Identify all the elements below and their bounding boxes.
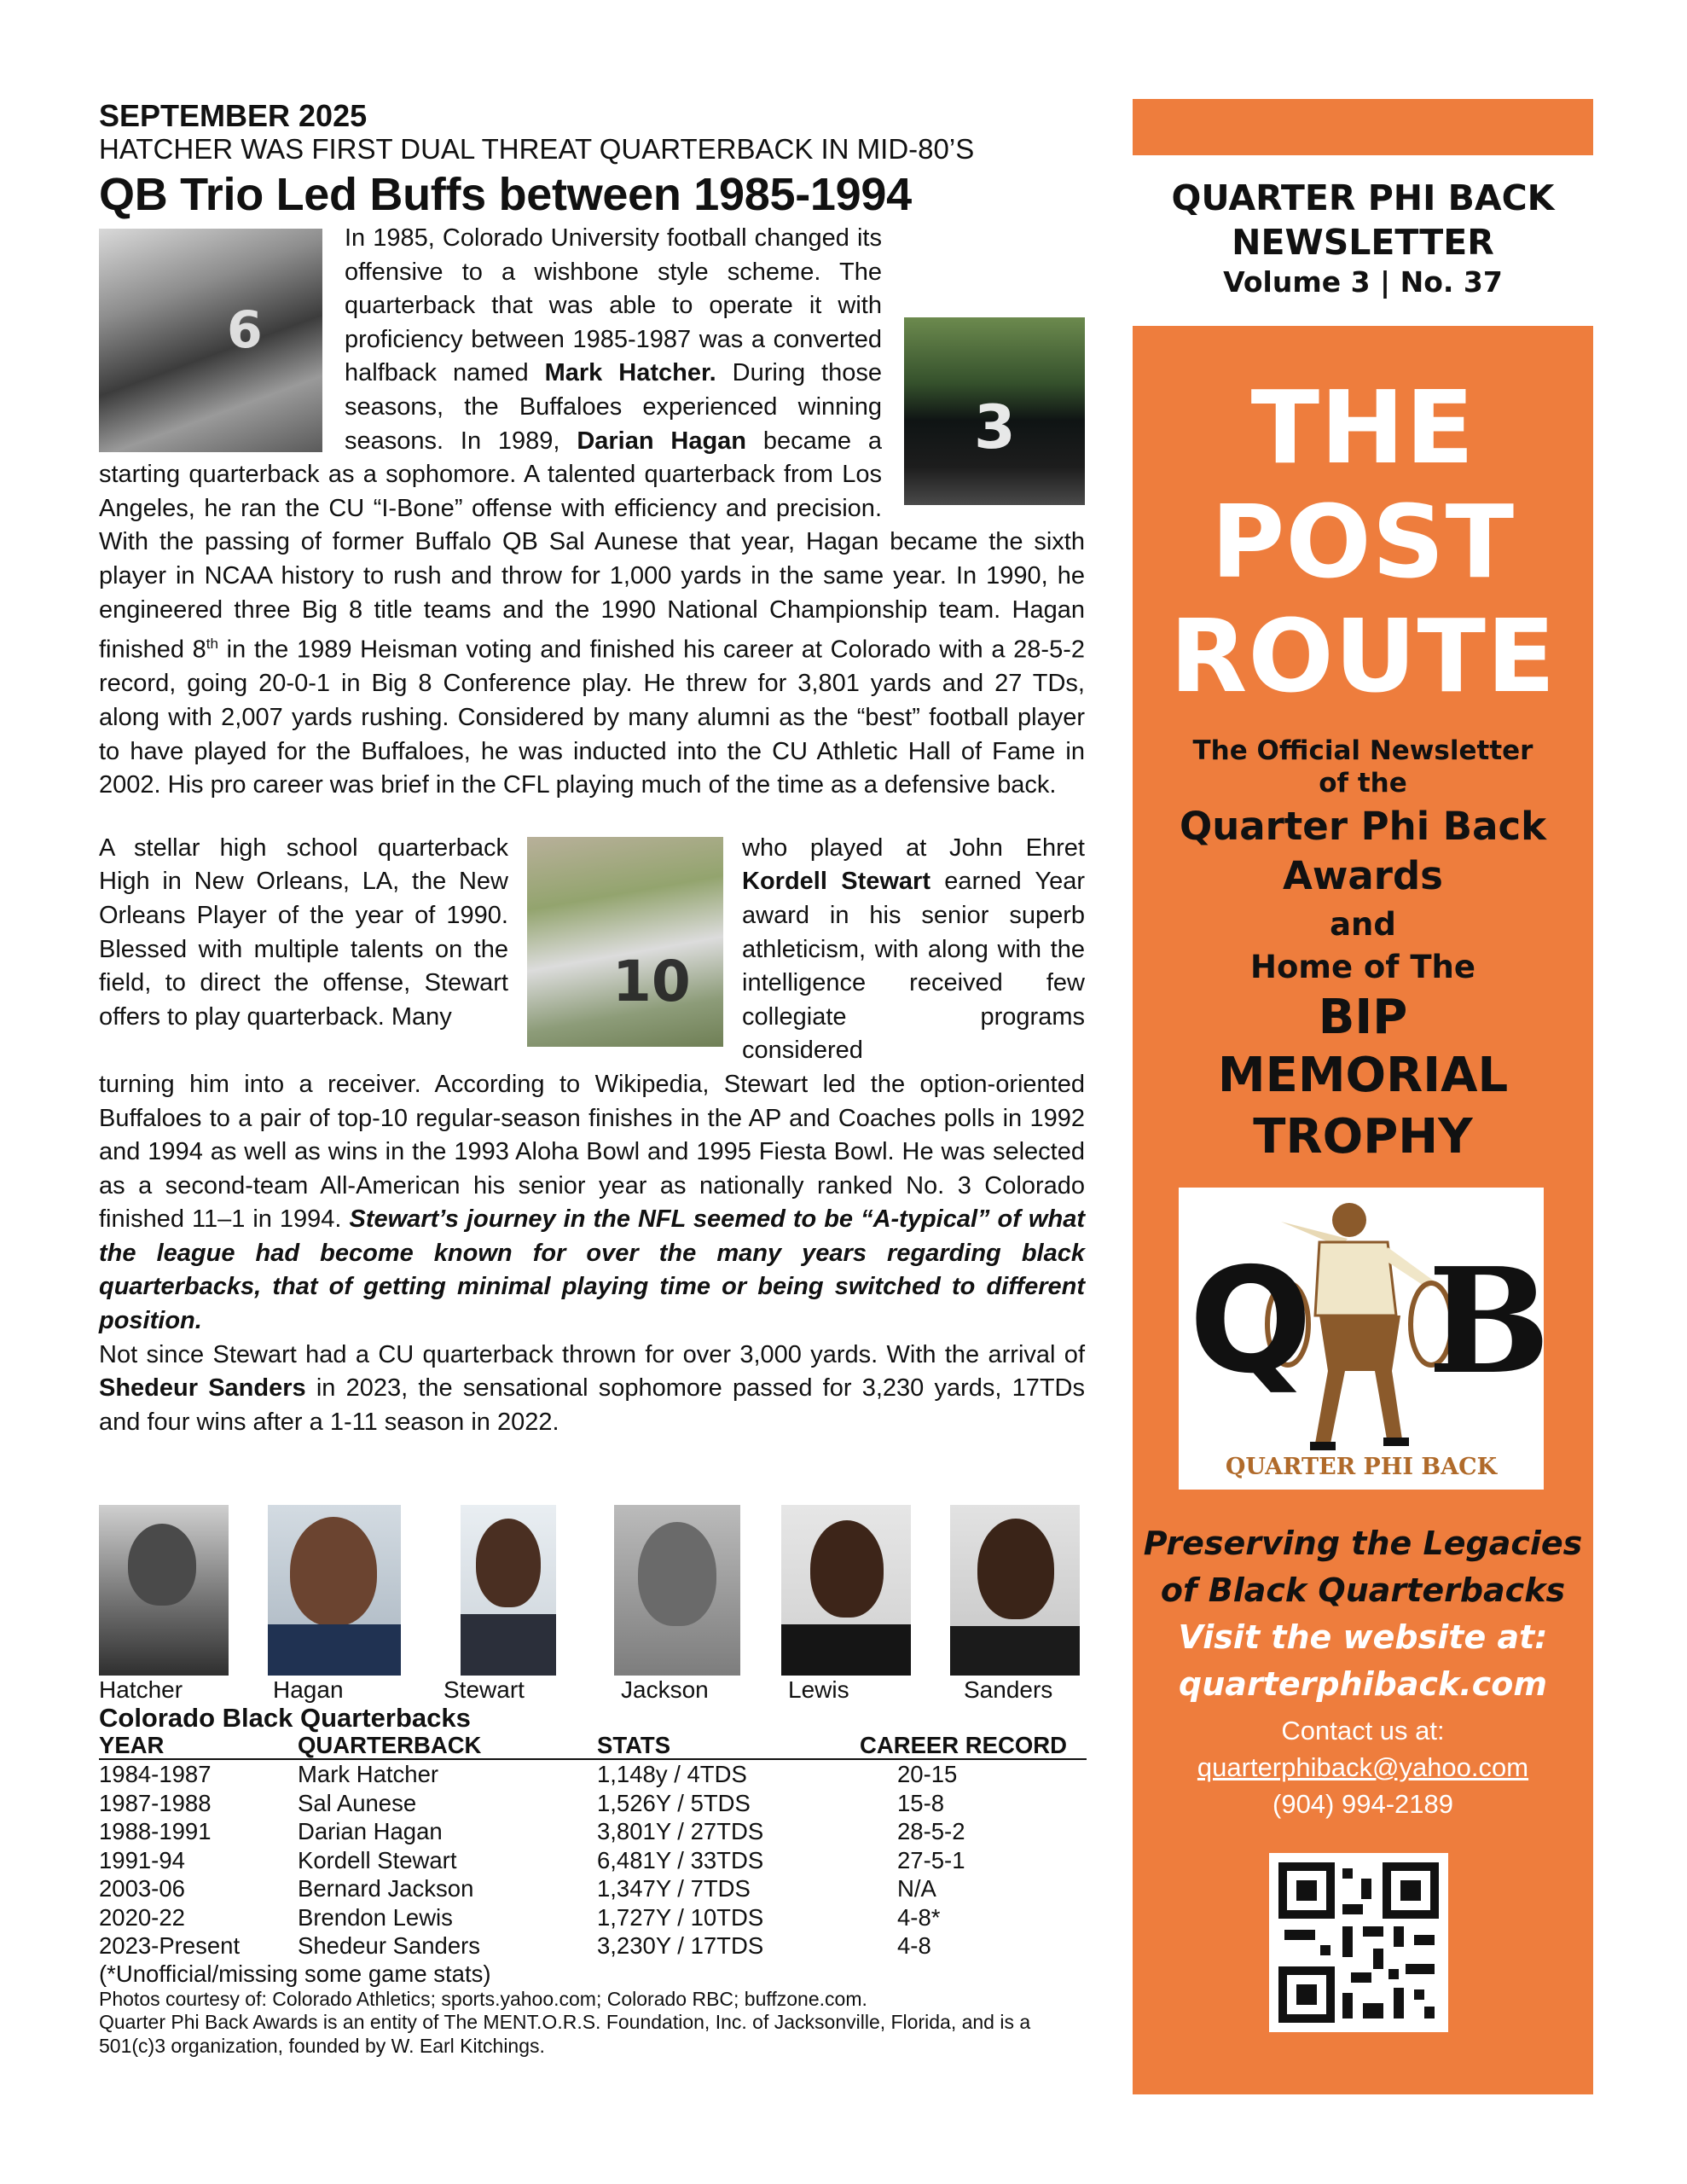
- table-header-row: [99, 1733, 1087, 1759]
- table-row: 2003-06 Bernard Jackson 1,347Y / 7TDS N/A: [99, 1875, 936, 1902]
- website-link[interactable]: quarterphiback.com: [1179, 1665, 1547, 1703]
- jersey-number: 3: [974, 392, 1016, 462]
- paragraph-hatcher-hagan: 6 3 In 1985, Colorado University football changed its offensive to a wishbone style scheme. The quarterback that was able to operate it with proficiency between 1985-1987 was a converted halfback named Mark Hatcher. During those seasons, the Buffaloes experienced winning seasons. In 1989, Darian Hagan became a starting quarterback as a sophomore. A talented quarterback from Los Angeles, he ran the CU “I-Bone” offense with efficiency and precision. With the passing of former Buffalo QB Sal Aunese that year, Hagan became the sixth player in NCAA history to rush and throw for 1,000 yards in the same year. In 1990, he engineered three Big 8 title teams and the 1990 National Championship team. Hagan finished 8th in the 1989 Heisman voting and finished his career at Colorado with a 28-5-2 record, going 20-0-1 in Big 8 Conference play. He threw for 3,801 yards and 27 TDs, along with 2,007 yards rushing. Considered by many alumni as the “best” football player to have played for the Buffaloes, he was inducted into the CU Athletic Hall of Fame in 2002. His pro career was brief in the CFL playing much of the time as a defensive back.: [99, 224, 1085, 799]
- headshot-row: [99, 1505, 1088, 1703]
- table-title: Colorado Black Quarterbacks: [99, 1703, 471, 1733]
- table-row: 1991-94 Kordell Stewart 6,481Y / 33TDS 27-5-1: [99, 1846, 965, 1873]
- issue-date: SEPTEMBER 2025: [99, 98, 368, 133]
- headshot-hagan: [268, 1505, 401, 1676]
- headshot-jackson: [614, 1505, 740, 1676]
- caption-hatcher: Hatcher: [99, 1676, 183, 1703]
- bip-title: BIP: [1318, 990, 1408, 1045]
- stewart-right-text: who played at John Ehret Kordell Stewart earned Year award in his senior superb athleticism, with along with the intelligence received few collegiate programs considered: [742, 834, 1085, 1065]
- logo-letter-q: Q: [1189, 1237, 1313, 1406]
- mission-statement: Preserving the Legacies of Black Quarterbacks Visit the website at: quarterphiback.com: [1133, 1520, 1593, 1708]
- name-kordell-stewart: Kordell Stewart: [742, 868, 930, 896]
- qr-code-icon[interactable]: [1269, 1853, 1448, 2032]
- paragraph-sanders: Not since Stewart had a CU quarterback thrown for over 3,000 yards. With the arrival of Shedeur Sanders in 2023, the sensational sophomore passed for 3,230 yards, 17TDs and four wins after a 1-11 season in 2022.: [99, 1340, 1086, 1436]
- contact-block: Contact us at: quarterphiback@yahoo.com (904) 994-2189: [1133, 1712, 1593, 1822]
- phone-number: (904) 994-2189: [1272, 1789, 1453, 1819]
- headshot-hatcher: [99, 1505, 229, 1676]
- table-row: 1984-1987 Mark Hatcher 1,148y / 4TDS 20-15: [99, 1761, 958, 1787]
- hatcher-action-photo: [99, 229, 322, 452]
- qb-stats-table: [99, 1733, 1087, 1960]
- tagline-qpb: Quarter Phi Back: [1179, 804, 1547, 849]
- header-career-record: CAREER RECORD: [860, 1733, 1087, 1759]
- tagline-official: The Official Newsletter: [1192, 735, 1533, 766]
- headline: QB Trio Led Buffs between 1985-1994: [99, 169, 912, 220]
- paragraph-stewart: turning him into a receiver. According to Wikipedia, Stewart led the option-oriented Buffaloes to a pair of top-10 regular-season finishes in the AP and Coaches polls in 1992 and 1994 as well as wins in the 1993 Aloha Bowl and 1995 Fiesta Bowl. He was selected as a second-team All-American his senior year as nationally ranked No. 3 Colorado finished 11–1 in 1994. Stewart’s journey in the NFL seemed to be “A-typical” of what the league had become known for over the many years regarding black quarterbacks, that of getting minimal playing time or being switched to different position.: [99, 1070, 1085, 1335]
- table-footnote: (*Unofficial/missing some game stats): [99, 1960, 491, 1987]
- kicker-line: HATCHER WAS FIRST DUAL THREAT QUARTERBACK IN MID-80’S: [99, 133, 975, 165]
- sidebar-panel: THE POST ROUTE The Official Newsletter of the Quarter Phi Back Awards and Home of The BIP MEMORIAL TROPHY Q B QUARTER PHI BACK Preserving the Legacies of Black Quarterbacks Visit the website at: quarterphiback.com Contact us at: quarterphiback@yahoo.com (904) 994-2189: [1133, 326, 1593, 2094]
- caption-jackson: Jackson: [621, 1676, 709, 1703]
- masthead-route: ROUTE: [1169, 597, 1557, 715]
- name-mark-hatcher: Mark Hatcher.: [544, 359, 716, 387]
- stewart-action-photo: [527, 837, 723, 1047]
- volume-number: Volume 3 | No. 37: [1223, 265, 1503, 299]
- headshot-sanders: [950, 1505, 1080, 1676]
- caption-lewis: Lewis: [788, 1676, 849, 1703]
- sidebar-top-bar: [1133, 99, 1593, 155]
- logo-letter-b: B: [1428, 1236, 1551, 1407]
- table-row: 1988-1991 Darian Hagan 3,801Y / 27TDS 28-5-2: [99, 1818, 965, 1844]
- table-row: 2020-22 Brendon Lewis 1,727Y / 10TDS 4-8*: [99, 1903, 941, 1931]
- masthead-post: POST: [1210, 483, 1516, 601]
- caption-sanders: Sanders: [964, 1676, 1053, 1703]
- headshot-stewart: [461, 1505, 556, 1676]
- main-column: [99, 99, 1085, 1439]
- qb-logo: [1179, 1188, 1551, 1490]
- headshot-lewis: [781, 1505, 911, 1676]
- qb-stats-table-block: [99, 1704, 1087, 2058]
- newsletter-title: QUARTER PHI BACK NEWSLETTER Volume 3 | No. 37: [1133, 176, 1593, 300]
- header-stats: STATS: [597, 1733, 860, 1759]
- photo-credits: Photos courtesy of: Colorado Athletics; sports.yahoo.com; Colorado RBC; buffzone.com.: [99, 1987, 867, 2010]
- name-darian-hagan: Darian Hagan: [577, 427, 747, 455]
- table-row: 1987-1988 Sal Aunese 1,526Y / 5TDS 15-8: [99, 1789, 945, 1816]
- table-row: 2023-Present Shedeur Sanders 3,230Y / 17TDS 4-8: [99, 1932, 931, 1959]
- stewart-left-text: A stellar high school quarterback High in New Orleans, LA, the New Orleans Player of the year of 1990. Blessed with multiple talents on the field, to direct the offense, Stewart offers to play quarterback. Many: [99, 834, 508, 1031]
- stewart-split-block: [99, 832, 1085, 1068]
- hagan-action-photo: [904, 317, 1085, 505]
- article-body: [99, 222, 1085, 1439]
- entity-statement: Quarter Phi Back Awards is an entity of The MENT.O.R.S. Foundation, Inc. of Jacksonville, Florida, and is a 501(c)3 organization, founded by W. Earl Kitchings.: [99, 2011, 1031, 2057]
- jersey-number: 6: [227, 300, 263, 360]
- jersey-number: 10: [612, 948, 691, 1014]
- header-year: YEAR: [99, 1733, 298, 1759]
- caption-hagan: Hagan: [273, 1676, 344, 1703]
- name-shedeur-sanders: Shedeur Sanders: [99, 1374, 306, 1403]
- logo-wordmark: QUARTER PHI BACK: [1225, 1454, 1498, 1480]
- masthead-the: THE: [1250, 369, 1475, 486]
- email-link[interactable]: quarterphiback@yahoo.com: [1197, 1752, 1529, 1782]
- stewart-nfl-quote: Stewart’s journey in the NFL seemed to be “A-typical” of what the league had become known for over the many years regarding black quarterbacks, that of getting minimal playing time or being switched to different position.: [99, 1205, 1085, 1335]
- caption-stewart: Stewart: [443, 1676, 525, 1703]
- header-quarterback: QUARTERBACK: [298, 1733, 597, 1759]
